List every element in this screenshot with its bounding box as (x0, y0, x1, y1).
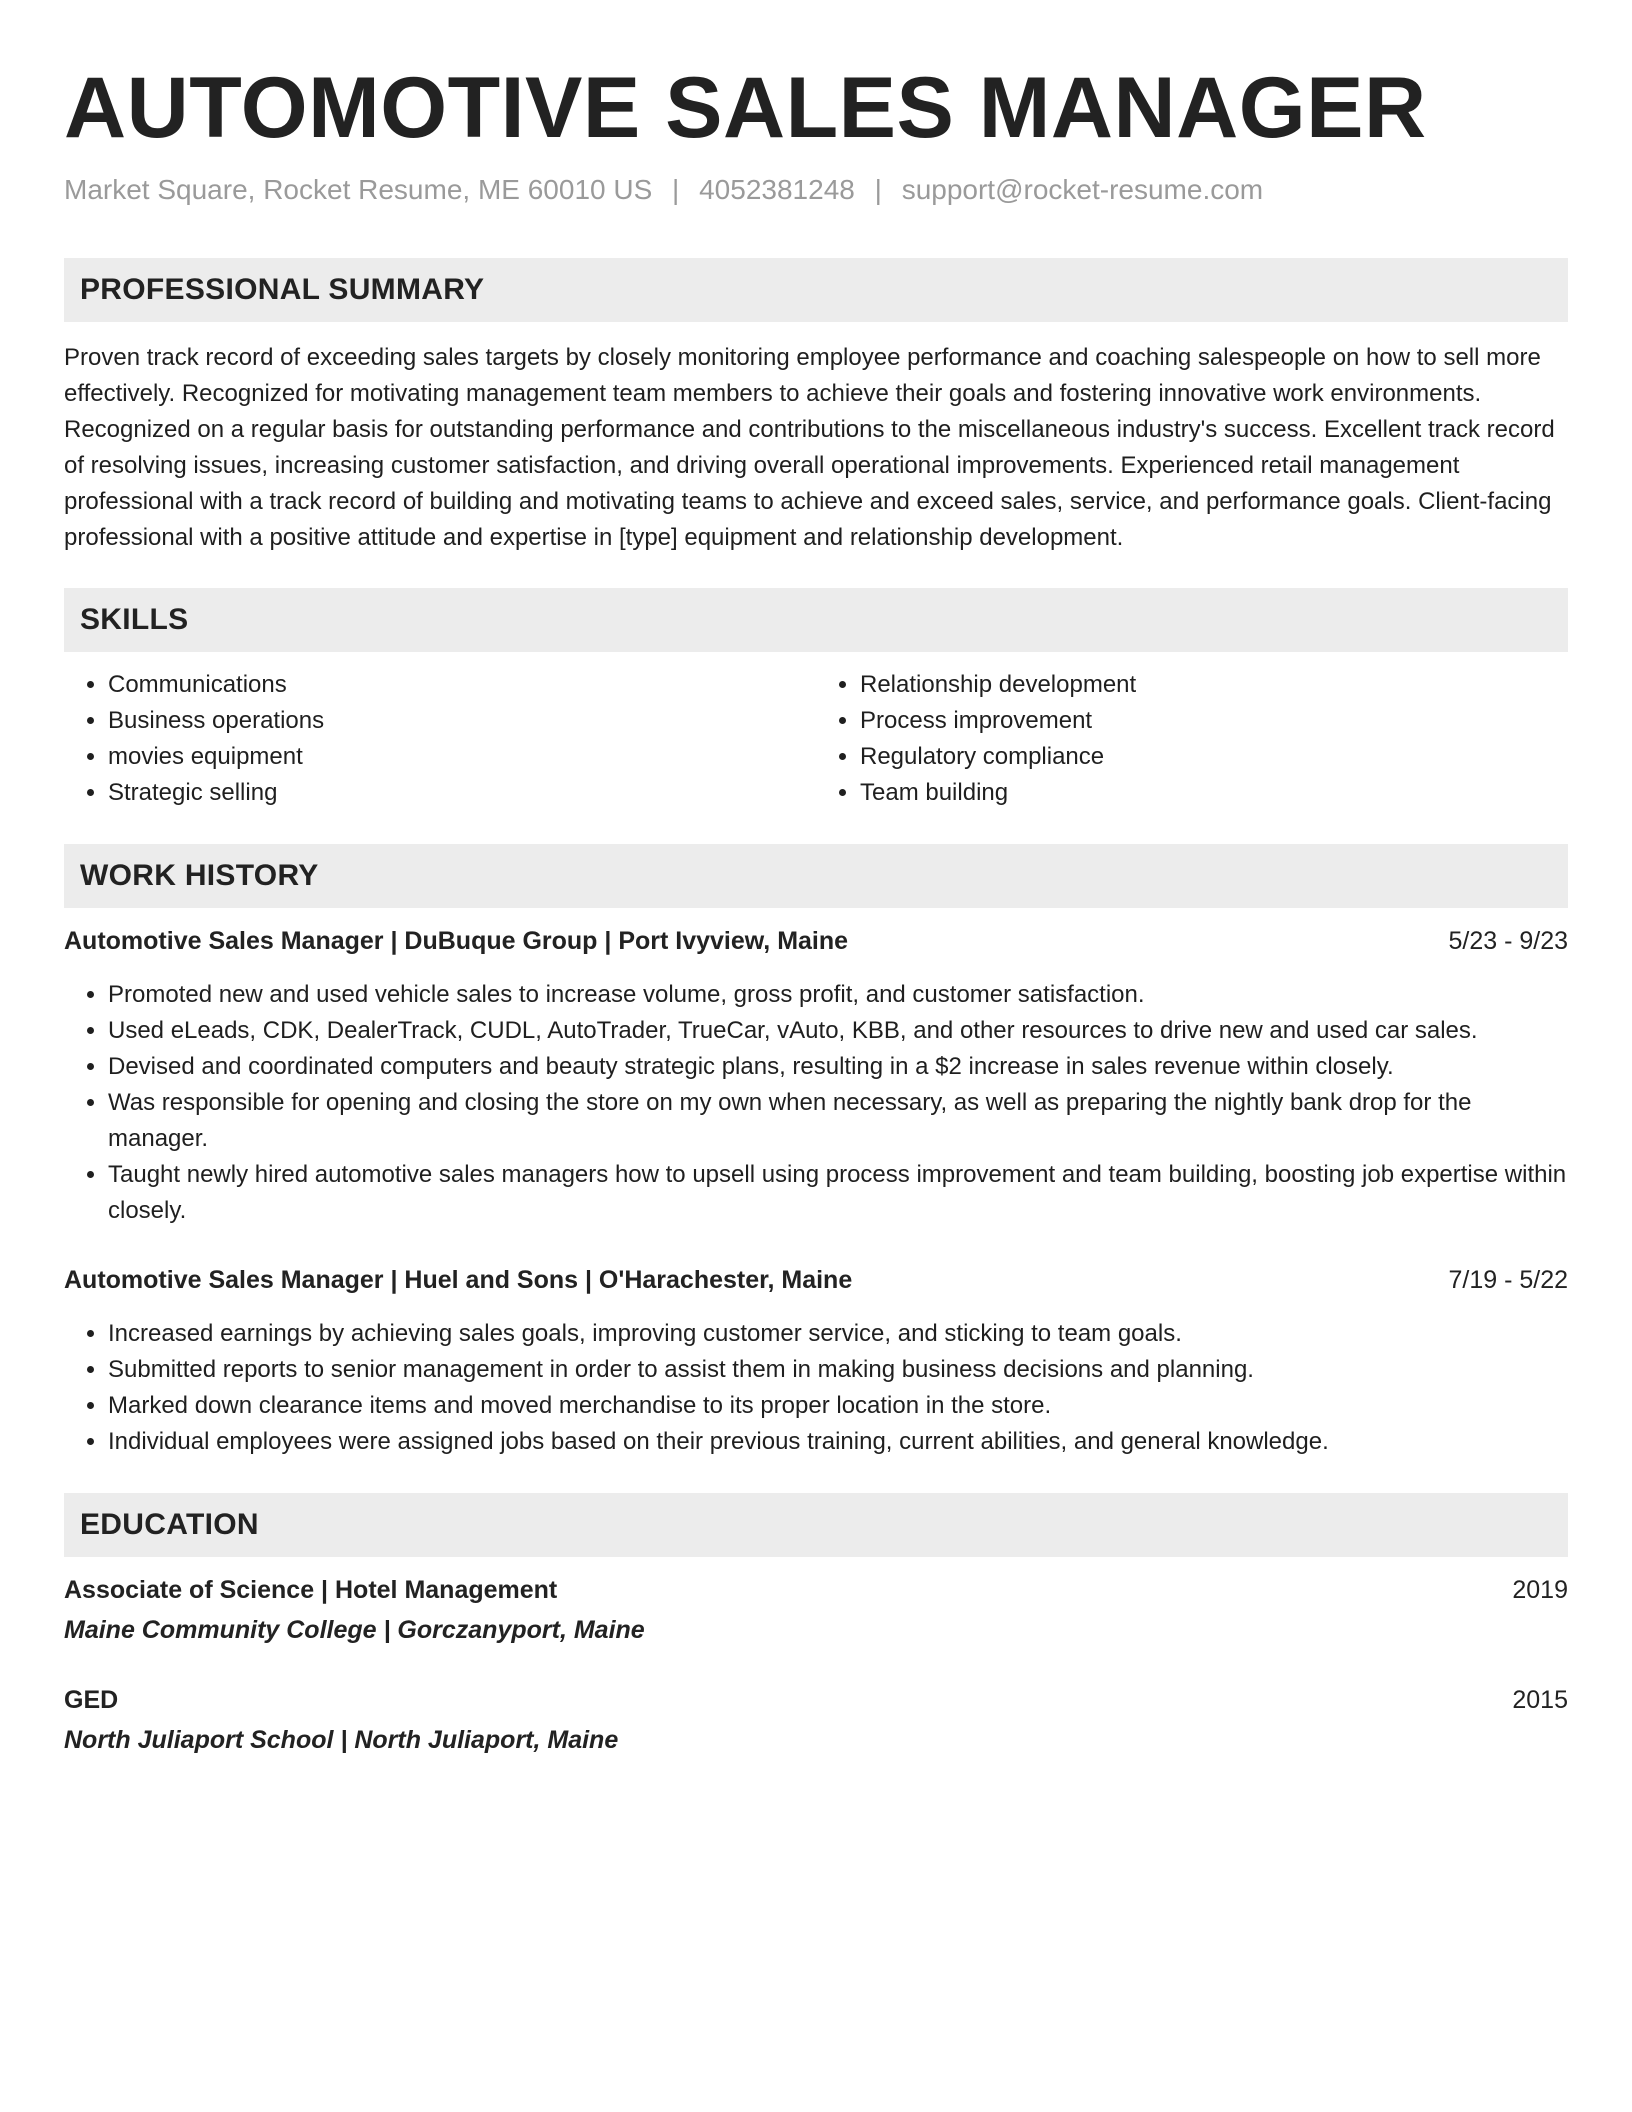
job-title: Automotive Sales Manager | DuBuque Group | Port Ivyview, Maine (64, 927, 849, 955)
section-heading-work-history: WORK HISTORY (64, 844, 1568, 908)
contact-email: support@rocket-resume.com (901, 174, 1264, 205)
section-heading-skills: SKILLS (64, 588, 1568, 652)
contact-phone: 4052381248 (699, 174, 855, 205)
education-school: North Juliaport School | North Juliaport, Maine (64, 1726, 619, 1754)
education-degree: Associate of Science | Hotel Management (64, 1576, 558, 1604)
job-bullet: • Was responsible for opening and closing the store on my own when necessary, as well as preparing the nightly bank drop for the manager. (108, 1085, 1568, 1157)
job-title: Automotive Sales Manager | Huel and Sons | O'Harachester, Maine (64, 1266, 853, 1294)
section-heading-education: EDUCATION (64, 1493, 1568, 1557)
skill-item: • Relationship development (860, 667, 1568, 703)
skill-item: • Process improvement (860, 703, 1568, 739)
contact-separator: | (874, 174, 882, 205)
education-year: 2019 (1512, 1576, 1568, 1604)
education-degree: GED (64, 1686, 119, 1714)
skill-item: • Communications (108, 667, 816, 703)
summary-paragraph: Proven track record of exceeding sales targets by closely monitoring employee performance and coaching salespeople on how to sell more effectively. Recognized for motivating management team members to achieve their goals and fostering innovative work environments. Recognized on a regular basis for outstanding performance and contributions to the miscellaneous industry's success. Excellent track record of resolving issues, increasing customer satisfaction, and driving overall operational improvements. Experienced retail management professional with a track record of building and motivating teams to achieve and exceed sales, service, and performance goals. Client-facing professional with a positive attitude and expertise in [type] equipment and relationship development. (64, 344, 1555, 551)
education-header (64, 1572, 1568, 1608)
job-bullet: • Increased earnings by achieving sales goals, improving customer service, and sticking to team goals. (108, 1316, 1568, 1352)
skill-item: • movies equipment (108, 739, 816, 775)
job-bullet: • Promoted new and used vehicle sales to increase volume, gross profit, and customer satisfaction. (108, 977, 1568, 1013)
skill-item: • Strategic selling (108, 775, 816, 811)
job-dates: 5/23 - 9/23 (1448, 927, 1568, 955)
job-bullet: • Taught newly hired automotive sales managers how to upsell using process improvement and team building, boosting job expertise within closely. (108, 1157, 1568, 1229)
skill-item: • Business operations (108, 703, 816, 739)
education-year: 2015 (1512, 1686, 1568, 1714)
education-school: Maine Community College | Gorczanyport, Maine (64, 1616, 645, 1644)
job-bullets (64, 1316, 1568, 1460)
job-bullet: • Devised and coordinated computers and beauty strategic plans, resulting in a $2 increase in sales revenue within closely. (108, 1049, 1568, 1085)
contact-separator: | (672, 174, 680, 205)
job-bullet: • Submitted reports to senior management in order to assist them in making business decisions and planning. (108, 1352, 1568, 1388)
job-bullet: • Used eLeads, CDK, DealerTrack, CUDL, AutoTrader, TrueCar, vAuto, KBB, and other resources to drive new and used car sales. (108, 1013, 1568, 1049)
job-dates: 7/19 - 5/22 (1448, 1266, 1568, 1294)
job-header (64, 1262, 1568, 1298)
job-header (64, 923, 1568, 959)
job-bullet: • Individual employees were assigned jobs based on their previous training, current abilities, and general knowledge. (108, 1424, 1568, 1460)
job-bullet: • Marked down clearance items and moved merchandise to its proper location in the store. (108, 1388, 1568, 1424)
section-heading-summary: PROFESSIONAL SUMMARY (64, 258, 1568, 322)
skills-list (64, 667, 1568, 811)
skill-item: • Team building (860, 775, 1568, 811)
job-bullets (64, 977, 1568, 1229)
education-header (64, 1682, 1568, 1718)
resume-name-heading: AUTOMOTIVE SALES MANAGER (64, 60, 1427, 156)
skills-column-right (816, 667, 1568, 811)
contact-line (64, 170, 1568, 210)
contact-address: Market Square, Rocket Resume, ME 60010 US (64, 174, 653, 205)
skills-column-left (64, 667, 816, 811)
skill-item: • Regulatory compliance (860, 739, 1568, 775)
